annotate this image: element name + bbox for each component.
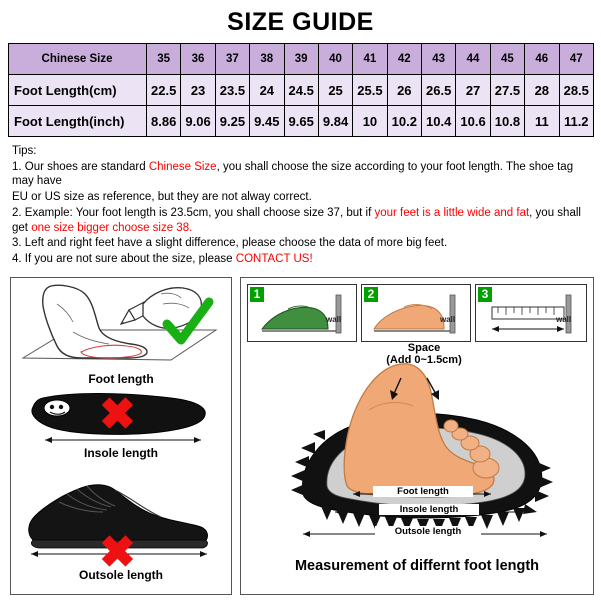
left-illustration-panel — [10, 277, 232, 595]
right-illustration-panel — [240, 277, 594, 595]
tips-line-1 — [12, 160, 591, 189]
space-label — [369, 342, 479, 367]
tips-line-1-highlight: Chinese Size — [148, 160, 217, 173]
cell-cm: 25 — [318, 75, 352, 106]
tips-heading: Tips: — [12, 145, 37, 157]
cell-inch: 10.8 — [490, 106, 524, 137]
table-row — [9, 106, 594, 137]
tips-line-1-cont: EU or US size as reference, but they are not alway correct. — [12, 191, 312, 204]
cross-mark-insole: ✖ — [99, 389, 136, 439]
cell-inch: 9.65 — [284, 106, 318, 137]
tips-line-4-a: 4. If you are not sure about the size, please — [12, 253, 236, 266]
cell-inch: 9.84 — [318, 106, 352, 137]
cell-size: 42 — [387, 44, 421, 75]
tips-line-2-b: , you shall get — [12, 206, 581, 234]
size-chart-table — [8, 43, 594, 137]
page-title: SIZE GUIDE — [227, 8, 374, 36]
tips-line-4 — [12, 252, 591, 267]
dim-label-insole-length: Insole length — [379, 504, 479, 515]
tips-line-1-b: , you shall choose the size according to your foot length. The shoe tag may have — [12, 160, 574, 188]
step-badge-2: 2 — [364, 287, 378, 302]
cell-size: 46 — [525, 44, 559, 75]
cell-size: 43 — [422, 44, 456, 75]
foot-outsole-diagram — [241, 341, 593, 550]
wall-label-2: wall — [440, 314, 456, 324]
foot-measuring-illustration — [11, 280, 231, 372]
cell-size: 36 — [181, 44, 215, 75]
cross-mark-outsole: ✖ — [99, 527, 136, 577]
cell-inch: 9.45 — [250, 106, 284, 137]
cell-inch: 9.06 — [181, 106, 215, 137]
cell-size: 41 — [353, 44, 387, 75]
space-label-line-1: Space — [407, 341, 441, 354]
step-badge-1: 1 — [250, 287, 264, 302]
cell-cm: 23.5 — [215, 75, 249, 106]
dim-label-foot-length: Foot length — [373, 486, 473, 497]
cell-cm: 25.5 — [353, 75, 387, 106]
tips-line-2-a: 2. Example: Your foot length is 23.5cm, you shall choose size 37, but if — [12, 206, 375, 219]
step-box-1 — [247, 284, 357, 342]
cell-size: 37 — [215, 44, 249, 75]
cell-size: 39 — [284, 44, 318, 75]
cell-size: 45 — [490, 44, 524, 75]
table-row — [9, 75, 594, 106]
cell-inch: 10.6 — [456, 106, 490, 137]
contact-us-link[interactable]: CONTACT US! — [235, 253, 313, 266]
cell-inch: 11 — [525, 106, 559, 137]
illustration-panels — [8, 277, 594, 607]
cell-inch: 11.2 — [559, 106, 594, 137]
cell-cm: 24.5 — [284, 75, 318, 106]
cell-cm: 28.5 — [559, 75, 594, 106]
wall-label-1: wall — [326, 314, 342, 324]
cell-inch: 10.4 — [422, 106, 456, 137]
tips-line-2-highlight-1: your feet is a little wide and fat — [374, 206, 530, 219]
row-header-foot-length-inch: Foot Length(inch) — [9, 106, 147, 137]
tips-line-3: 3. Left and right feet have a slight difference, please choose the data of more big feet. — [12, 237, 448, 250]
tips-line-2 — [12, 206, 591, 235]
step-box-3 — [475, 284, 587, 342]
tips-line-1-a: 1. Our shoes are standard — [12, 160, 149, 173]
cell-size: 44 — [456, 44, 490, 75]
cell-cm: 23 — [181, 75, 215, 106]
cell-cm: 27.5 — [490, 75, 524, 106]
cell-size: 38 — [250, 44, 284, 75]
cell-cm: 22.5 — [147, 75, 181, 106]
cell-cm: 26.5 — [422, 75, 456, 106]
cell-inch: 8.86 — [147, 106, 181, 137]
cell-cm: 27 — [456, 75, 490, 106]
cell-cm: 24 — [250, 75, 284, 106]
caption-outsole-length: Outsole length — [79, 567, 163, 582]
cell-size: 40 — [318, 44, 352, 75]
row-header-foot-length-cm: Foot Length(cm) — [9, 75, 147, 106]
cell-size: 35 — [147, 44, 181, 75]
step-box-2 — [361, 284, 471, 342]
dim-label-outsole-length: Outsole length — [375, 526, 481, 537]
step-badge-3: 3 — [478, 287, 492, 302]
cell-inch: 9.25 — [215, 106, 249, 137]
cell-inch: 10 — [353, 106, 387, 137]
table-row — [9, 44, 594, 75]
cell-inch: 10.2 — [387, 106, 421, 137]
cell-size: 47 — [559, 44, 594, 75]
space-label-line-2: (Add 0~1.5cm) — [386, 354, 462, 367]
caption-foot-length: Foot length — [88, 371, 154, 386]
cell-cm: 28 — [525, 75, 559, 106]
wall-label-3: wall — [556, 314, 572, 324]
tips-section — [12, 144, 591, 267]
tips-line-2-highlight-2: one size bigger choose size 38. — [31, 221, 193, 234]
caption-measurement: Measurement of differnt foot length — [294, 557, 540, 574]
row-header-chinese-size: Chinese Size — [9, 44, 147, 75]
caption-insole-length: Insole length — [83, 445, 158, 460]
cell-cm: 26 — [387, 75, 421, 106]
